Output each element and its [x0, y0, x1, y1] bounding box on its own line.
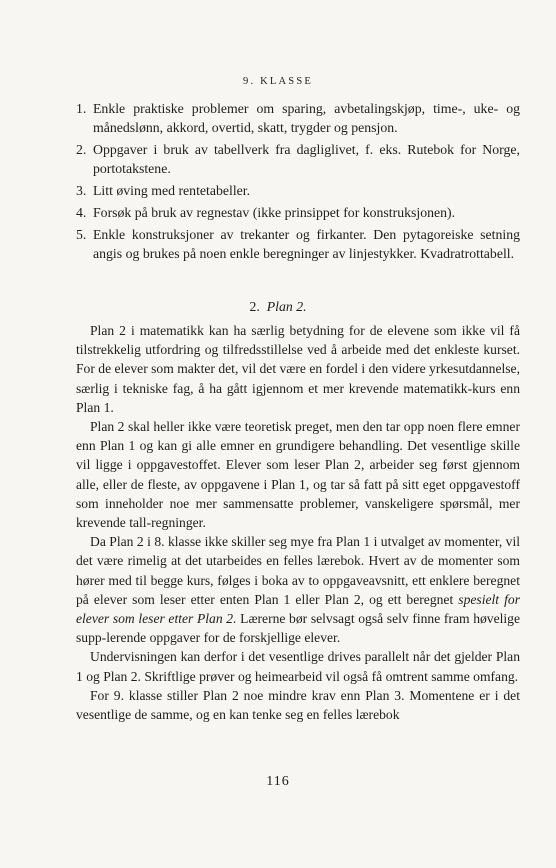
paragraph: Undervisningen kan derfor i det vesentlige drives parallelt når det gjelder Plan 1 og Plan 2. Skriftlige prøver og heimearbeid vil også få omtrent samme omfang. — [76, 649, 520, 684]
list-item-text: Enkle konstruksjoner av trekanter og firkanter. Den pytagoreiske setning angis og brukes på noen enkle beregninger av linjestykker. Kvadratrottabell. — [93, 227, 520, 261]
list-item-text: Oppgaver i bruk av tabellverk fra dagliglivet, f. eks. Rutebok for Norge, portotakstene. — [93, 142, 520, 176]
paragraph: Plan 2 i matematikk kan ha særlig betydning for de elevene som ikke vil få tilstrekkelig utfordring og tilfredsstillelse ved å arbeide med det enkleste kurset. For de elever som makter det, vil det være en fordel i den videre yrkesutdannelse, særlig i tekniske fag, å ha gått igjennom et mer krevende matematikk-kurs enn Plan 1. — [76, 323, 520, 415]
list-item-number: 5. — [76, 227, 87, 242]
section-title — [0, 299, 556, 315]
paragraph-text: Lærerne bør selvsagt også selv finne fram høvelige supp-lerende oppgaver for de forskjellige elever. — [76, 611, 520, 646]
list-item-text: Enkle praktiske problemer om sparing, avbetalingskjøp, time-, uke- og månedslønn, akkord, overtid, skatt, trygder og pensjon. — [93, 101, 520, 135]
list-item-number: 3. — [76, 183, 87, 198]
list-item — [76, 203, 520, 222]
list-item-number: 1. — [76, 101, 87, 116]
list-item — [76, 140, 520, 178]
paragraph-emphasis: spesielt for elever som leser etter Plan 2. — [76, 591, 520, 627]
section-number: 2. — [249, 299, 260, 314]
paragraph — [76, 532, 520, 647]
list-item — [76, 181, 520, 200]
paragraph: For 9. klasse stiller Plan 2 noe mindre krav enn Plan 3. Momentene er i det vesentlige de samme, og en kan tenke seg en felles lærebok — [76, 687, 520, 723]
list-item-number: 4. — [76, 205, 87, 220]
topic-list — [76, 99, 520, 266]
paragraph: Plan 2 skal heller ikke være teoretisk preget, men den tar opp noen flere emner enn Plan 1 og kan gi alle emner en grundigere behandling. Det vesentlige skille vil ligge i oppgavestoffet. Elever som leser Plan 2, arbeider seg først gjennom alle, eller de fleste, av oppgavene i Plan 1, og tar så fatt på sitt eget oppgavestoff som inneholder noe mer sammensatte problemer, vanskeligere spørsmål, mer krevende tall-regninger. — [76, 419, 520, 531]
list-item-number: 2. — [76, 142, 87, 157]
list-item — [76, 225, 520, 263]
paragraph-text: Da Plan 2 i 8. klasse ikke skiller seg mye fra Plan 1 i utvalget av momenter, vil det være rimelig at det utarbeides en felles lærebok. Hvert av de momenter som hører med til begge kurs, følges i boka av to oppgaveavsnitt, ett enklere beregnet på elever som leser etter enten Plan 1 eller Plan 2, og ett beregnet — [76, 534, 520, 607]
list-item-text: Litt øving med rentetabeller. — [93, 183, 251, 198]
page-number: 116 — [266, 774, 290, 789]
list-item-text: Forsøk på bruk av regnestav (ikke prinsippet for konstruksjonen). — [93, 205, 456, 220]
chapter-heading: 9. KLASSE — [243, 76, 313, 87]
body-text — [76, 321, 520, 724]
section-title-text: Plan 2. — [266, 299, 307, 314]
list-item — [76, 99, 520, 137]
